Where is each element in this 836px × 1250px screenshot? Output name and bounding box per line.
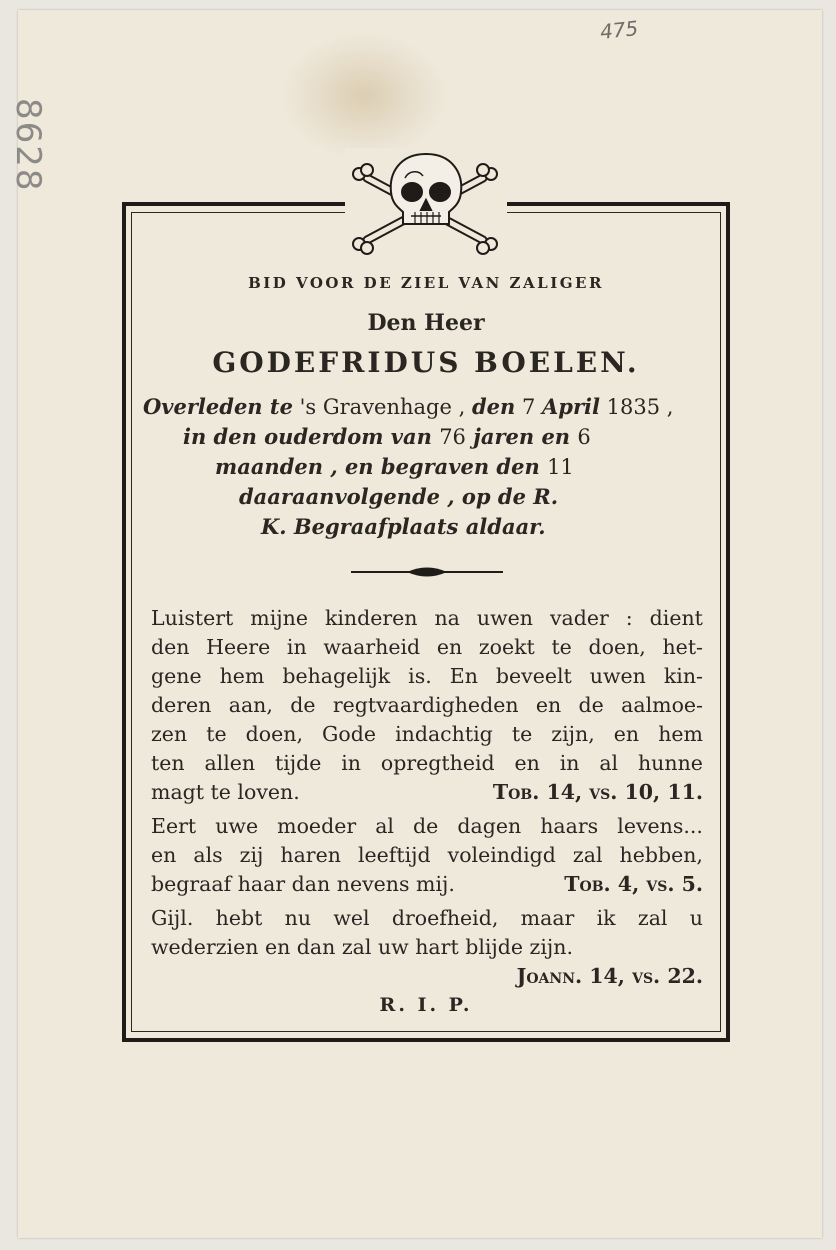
ornamental-divider	[351, 564, 503, 578]
pencil-inventory-number: 8628	[8, 98, 48, 193]
verse1-line-1: Luistert mijne kinderen na uwen vader : dient	[151, 606, 703, 630]
death-line-3: maanden , en begraven den 11	[215, 454, 574, 479]
verse1-reference: Tob. 14, vs. 10, 11.	[492, 780, 703, 804]
death-line-2: in den ouderdom van 76 jaren en 6	[183, 424, 591, 449]
verse1-line-2: den Heere in waarheid en zoekt te doen, het-	[151, 635, 703, 659]
verse1-line-6: ten allen tijde in opregtheid en in al hunne	[151, 751, 703, 775]
pencil-corner-note: 475	[598, 16, 640, 44]
card-content	[131, 212, 721, 1032]
honorific: Den Heer	[367, 310, 485, 336]
verse1-line-4: deren aan, de regtvaardigheden en de aalmoe-	[151, 693, 703, 717]
verse2-line-2: en als zij haren leeftijd voleindigd zal hebben,	[151, 843, 703, 867]
verse3-line-2: wederzien en dan zal uw hart blijde zijn.	[151, 935, 573, 959]
verse3-line-1: Gijl. hebt nu wel droefheid, maar ik zal u	[151, 906, 703, 930]
rip-closing: R. I. P.	[379, 994, 473, 1016]
verse-tobit-14	[151, 604, 703, 807]
water-stain	[280, 32, 448, 160]
verse3-line-3	[151, 962, 703, 991]
verse2-reference: Tob. 4, vs. 5.	[564, 872, 703, 896]
deceased-name: GODEFRIDUS BOELEN.	[212, 346, 640, 379]
death-line-5: K. Begraafplaats aldaar.	[261, 514, 546, 539]
prayer-heading: BID VOOR DE ZIEL VAN ZALIGER	[248, 274, 604, 292]
death-line-4: daaraanvolgende , op de R.	[239, 484, 559, 509]
verse-john-14	[151, 904, 703, 991]
death-line-1: Overleden te 's Gravenhage , den 7 April 1835 ,	[143, 394, 674, 419]
verse1-line-5: zen te doen, Gode indachtig te zijn, en hem	[151, 722, 703, 746]
verse1-line-3: gene hem behagelijk is. En beveelt uwen kin-	[151, 664, 703, 688]
verse2-line-1: Eert uwe moeder al de dagen haars levens...	[151, 814, 703, 838]
verse3-reference: Joann. 14, vs. 22.	[516, 964, 703, 988]
verse1-line-7: magt te loven. Tob. 14, vs. 10, 11.	[151, 778, 703, 807]
verse2-line-3: begraaf haar dan nevens mij. Tob. 4, vs. 5.	[151, 870, 703, 899]
verse-tobit-4	[151, 812, 703, 899]
